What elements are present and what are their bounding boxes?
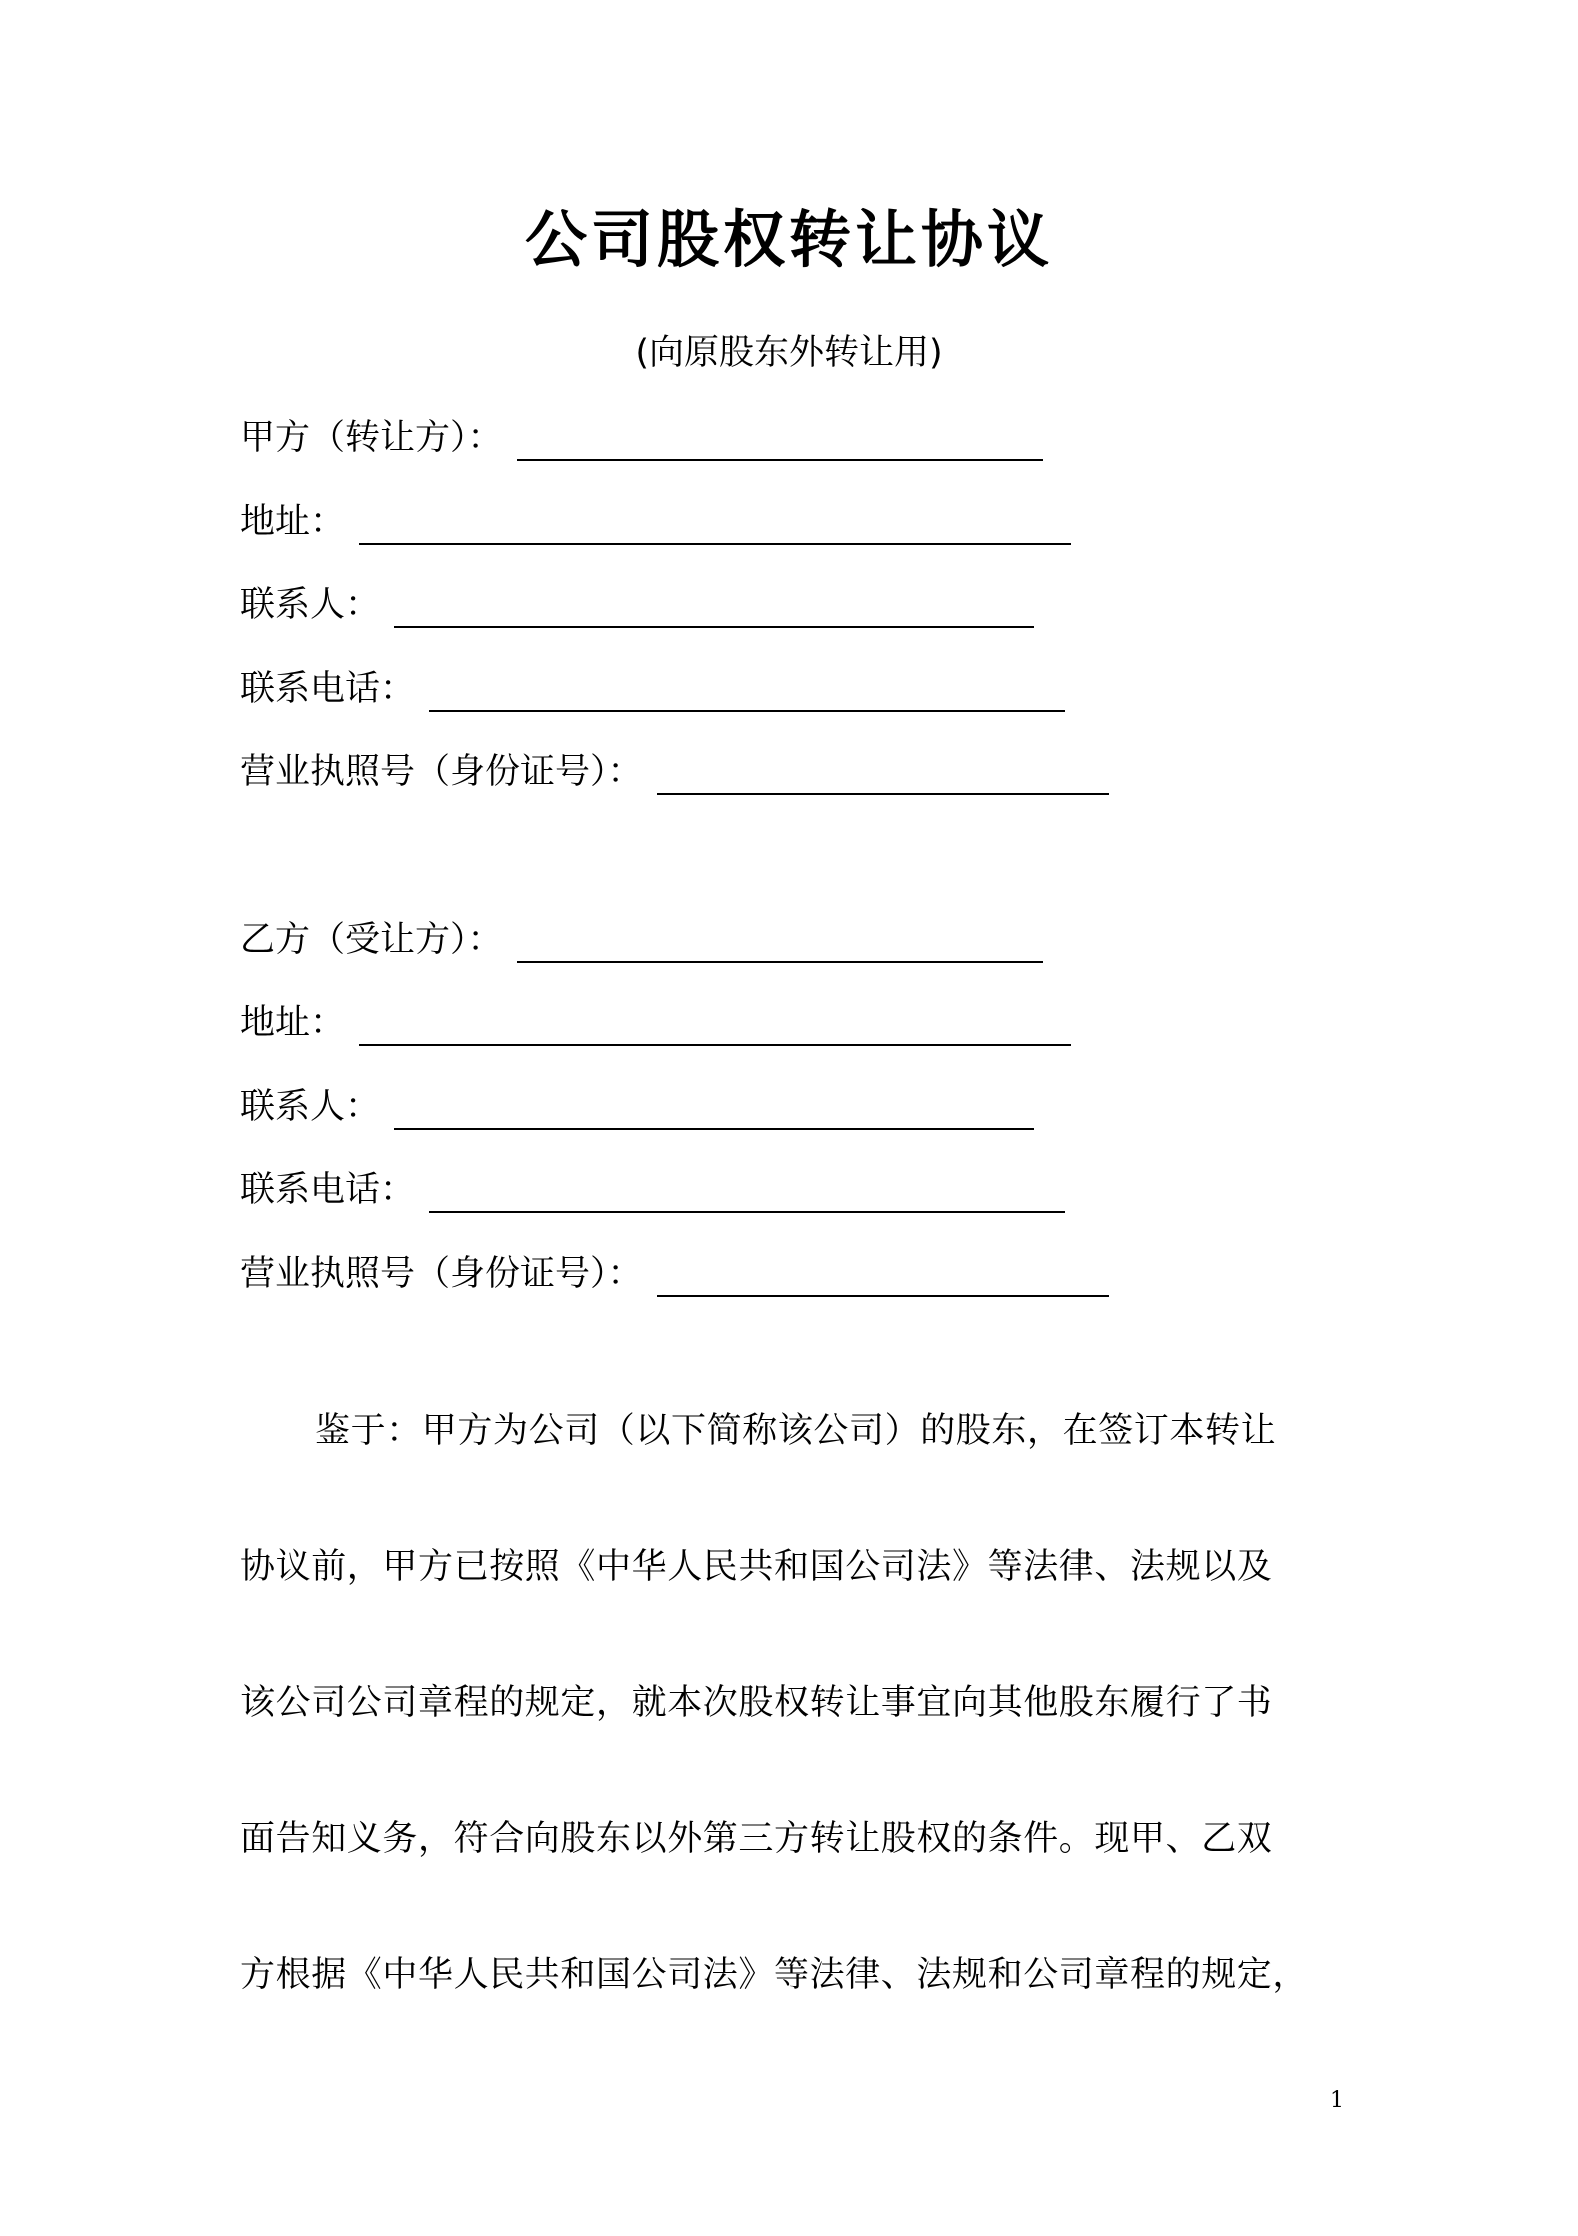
party-a-phone-field: [240, 664, 1065, 714]
party-a-name-field: [240, 413, 1043, 463]
document-subtitle: (向原股东外转让用): [635, 333, 943, 373]
party-b-phone-field: [240, 1165, 1065, 1215]
page-number: 1: [1330, 2088, 1344, 2113]
party-b-license-field: [240, 1249, 1109, 1299]
party-a-name-label: 甲方（转让方）：: [240, 418, 503, 458]
party-a-name-blank: [517, 419, 1043, 461]
party-a-contact-label: 联系人：: [240, 585, 381, 625]
party-b-license-label: 营业执照号（身份证号）：: [240, 1254, 643, 1294]
party-b-address-label: 地址：: [240, 1003, 346, 1043]
party-a-phone-label: 联系电话：: [240, 669, 416, 709]
party-b-license-blank: [657, 1255, 1109, 1297]
preamble-line-1: 鉴于：甲方为公司（以下简称该公司）的股东，在签订本转让: [315, 1411, 1277, 1451]
party-b-contact-blank: [394, 1088, 1034, 1130]
party-b-contact-label: 联系人：: [240, 1087, 381, 1127]
preamble-line-2: 协议前，甲方已按照《中华人民共和国公司法》等法律、法规以及: [240, 1547, 1273, 1587]
party-b-phone-label: 联系电话：: [240, 1170, 416, 1210]
party-a-license-field: [240, 747, 1109, 797]
party-b-address-field: [240, 998, 1071, 1048]
party-a-address-field: [240, 497, 1071, 547]
party-b-name-label: 乙方（受让方）：: [240, 920, 503, 960]
party-b-contact-field: [240, 1082, 1034, 1132]
party-a-license-label: 营业执照号（身份证号）：: [240, 752, 643, 792]
party-a-contact-blank: [394, 586, 1034, 628]
preamble-line-4: 面告知义务，符合向股东以外第三方转让股权的条件。现甲、乙双: [240, 1819, 1273, 1859]
party-b-name-blank: [517, 921, 1043, 963]
party-a-address-label: 地址：: [240, 502, 346, 542]
party-a-contact-field: [240, 580, 1034, 630]
document-title: 公司股权转让协议: [524, 203, 1053, 276]
party-a-license-blank: [657, 753, 1109, 795]
preamble-line-3: 该公司公司章程的规定，就本次股权转让事宜向其他股东履行了书: [240, 1683, 1273, 1723]
preamble-line-5: 方根据《中华人民共和国公司法》等法律、法规和公司章程的规定，: [240, 1955, 1309, 1995]
party-b-name-field: [240, 915, 1043, 965]
party-a-phone-blank: [429, 670, 1065, 712]
party-b-address-blank: [359, 1004, 1071, 1046]
party-a-address-blank: [359, 503, 1071, 545]
party-b-phone-blank: [429, 1171, 1065, 1213]
